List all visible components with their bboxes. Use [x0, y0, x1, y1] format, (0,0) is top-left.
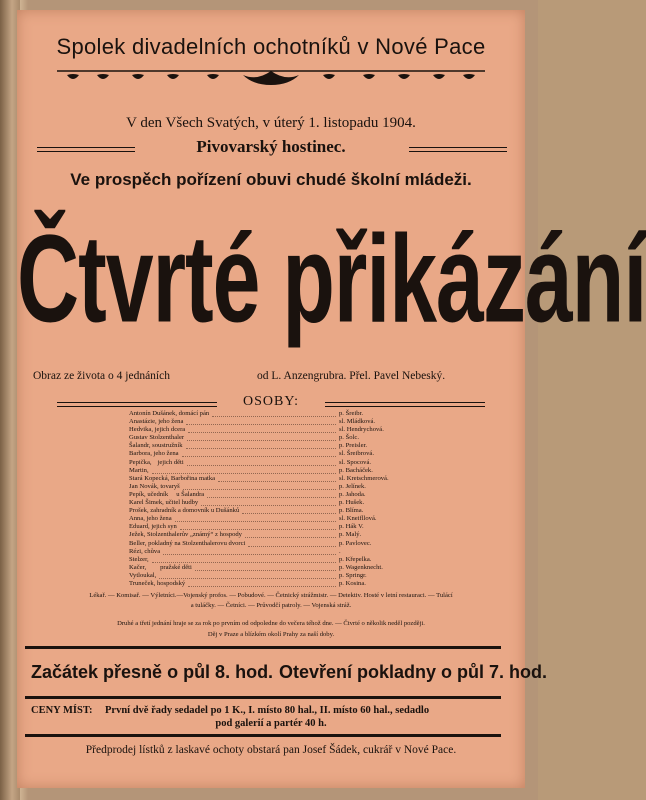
prices-line-2: pod galerií a partér 40 h. — [215, 718, 327, 729]
cast-rule-right-2 — [325, 406, 485, 407]
cast-row: Prošek, zahradník a domovník u Dušánků p. Blíma. — [129, 507, 364, 515]
cast-row: Rézi, chůva . — [129, 547, 341, 555]
theatre-poster — [17, 10, 646, 788]
times-rule-top — [25, 646, 501, 649]
cast-row: Gustav Stolzenthaler p. Šolc. — [129, 434, 359, 442]
times-rule-bottom — [25, 696, 501, 699]
cast-row: Ježek, Stolzenthalerův „známý“ z hospody p. Malý. — [129, 531, 362, 539]
cast-row: Barbora, jeho žena sl. Šreibrová. — [129, 450, 374, 458]
box-office-time: Otevření pokladny o půl 7. hod. — [279, 662, 548, 682]
cast-heading: OSOBY: — [242, 394, 300, 409]
cast-row: Pepík, učedník u Šalandra p. Jahoda. — [129, 490, 366, 498]
prices-line-1: První dvě řady sedadel po 1 K., I. místo 80 hal., II. místo 60 hal., sedadlo — [105, 705, 430, 716]
presale-rule — [25, 734, 501, 737]
cast-row: Karel Šimek, učitel hudby p. Hušek. — [129, 499, 365, 507]
event-date: V den Všech Svatých, v úterý 1. listopadu 1904. — [126, 115, 416, 131]
cast-row: Kačer, pražské děti p. Wagenknecht. — [129, 563, 383, 571]
cast-note-children: jejich děti — [157, 458, 184, 466]
cast-row: Jan Novák, tovaryš p. Jelínek. — [129, 482, 366, 490]
extras-line-1: Lékař. — Komisař. — Výletníci.—Vojenský profos. — Pobudové. — Četnický strážmistr. — Detektiv. Hosté v letní restauraci. — Tulácí — [89, 592, 453, 599]
venue-rule-right — [409, 147, 507, 148]
cast-note-prazske: pražské děti — [160, 563, 192, 571]
cast-rule-right — [325, 402, 485, 403]
cast-row: Stelzer, p. Křepelka. — [129, 555, 372, 563]
play-genre: Obraz ze života o 4 jednáních — [33, 370, 170, 382]
cast-row: Eduard, jejich syn p. Hák V. — [129, 523, 364, 531]
cast-row: Vytloukal, p. Springr. — [129, 571, 367, 579]
cast-row: Hedvika, jejich dcera sl. Hendrychová. — [129, 426, 384, 434]
play-title: Čtvrté přikázání — [17, 209, 646, 349]
cast-row: Pepička, jejich děti sl. Spocová. — [129, 458, 372, 466]
cast-list — [129, 410, 419, 588]
society-name: Spolek divadelních ochotníků v Nové Pace — [56, 34, 486, 59]
note-acts: Druhé a třetí jednání hraje se za rok po prvním od odpoledne do večera téhož dne. — Čtvrté o několik neděl později. — [117, 620, 425, 627]
prices-label: CENY MÍST: — [31, 705, 93, 716]
cast-row: Antonín Dušánek, domácí pán p. Šreibr. — [129, 410, 363, 417]
cast-row: Truneček, hospodský p. Kosina. — [129, 579, 366, 587]
start-time: Začátek přesně o půl 8. hod. — [31, 662, 274, 682]
benefit-line: Ve prospěch pořízení obuvi chudé školní mládeži. — [70, 170, 472, 189]
cast-row: Anna, jeho žena sl. Kneifllová. — [129, 515, 377, 523]
venue-rule-right-2 — [409, 151, 507, 152]
cast-row: Martin, p. Bacháček. — [129, 466, 373, 474]
presale-info: Předprodej lístků z laskavé ochoty obstará pan Josef Šádek, cukrář v Nové Pace. — [85, 744, 457, 756]
venue-name: Pivovarský hostinec. — [196, 137, 346, 156]
ornament-divider — [57, 67, 485, 89]
play-author: od L. Anzengrubra. Přel. Pavel Nebeský. — [257, 370, 446, 382]
cast-row: Stará Kopecká, Barbořina matka sl. Kretschmerová. — [129, 474, 389, 482]
note-setting: Děj v Praze a blízkém okolí Prahy za naší doby. — [207, 631, 335, 638]
cast-row: Šalandr, soustružník p. Preisler. — [129, 442, 368, 450]
cast-row: Beller, pokladný na Stolzenthalerovu dvorci p. Pavlovec. — [129, 539, 372, 547]
cast-note-salandr: u Šalandra — [176, 490, 205, 498]
cast-row: Anastázie, jeho žena sl. Mládková. — [129, 418, 376, 426]
extras-line-2: a tuláčky. — Četníci. — Průvodčí patroly. — Vojenská stráž. — [190, 602, 352, 609]
